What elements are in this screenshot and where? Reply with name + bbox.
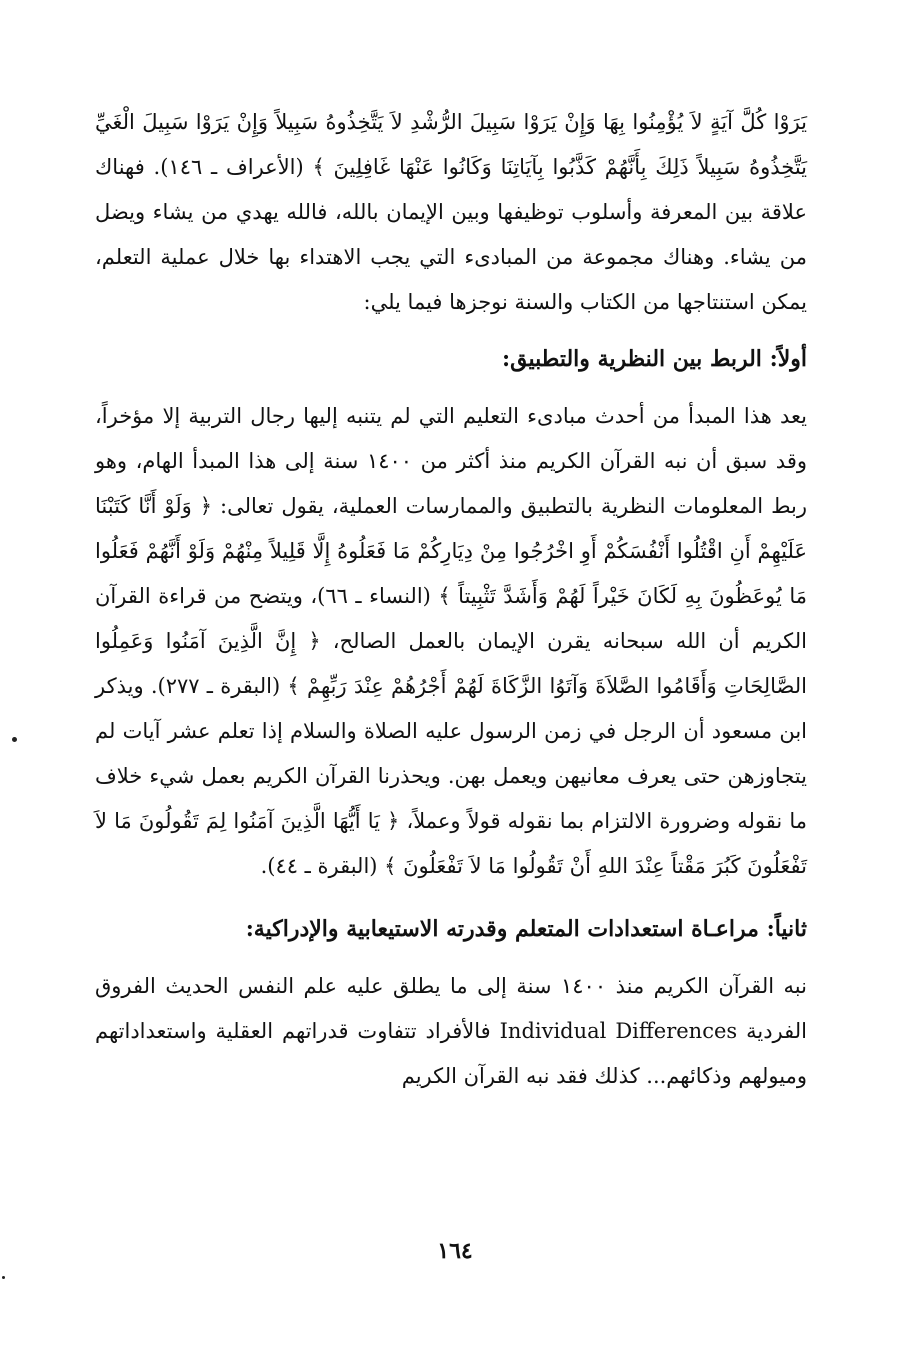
scan-speck <box>2 1276 5 1279</box>
spacer <box>95 952 807 964</box>
section-2-body: نبه القرآن الكريم منذ ١٤٠٠ سنة إلى ما يطلق عليه علم النفس الحديث الفروق الفردية Individual Differences فالأفراد تتفاوت قدراتهم العقلية واستعداداتهم وميولهم وذكائهم... كذلك فقد نبه القرآن الكريم <box>95 974 807 1088</box>
spacer <box>95 382 807 394</box>
page-number: ١٦٤ <box>437 1238 473 1264</box>
section-2-heading: ثانياً: مراعـاة استعدادات المتعلم وقدرته الاستيعابية والإدراكية: <box>245 916 807 942</box>
intro-paragraph: يَرَوْا كُلَّ آيَةٍ لاَ يُؤْمِنُوا بِهَا وَإِنْ يَرَوْا سَبِيلَ الرُّشْدِ لاَ يَتَّخِذُوهُ سَبِيلاً وَإِنْ يَرَوْا سَبِيلَ الْغَيِّ يَتَّخِذُوهُ سَبِيلاً ذَلِكَ بِأَنَّهُمْ كَذَّبُوا بِآيَاتِنَا وَكَانُوا عَنْهَا غَافِلِينَ ﴾ (الأعراف ـ ١٤٦). فهناك علاقة بين المعرفة وأسلوب توظيفها وبين الإيمان بالله، فالله يهدي من يشاء ويضل من يشاء. وهناك مجموعة من المبادىء التي يجب الاهتداء بها خلال عملية التعلم، يمكن استنتاجها من الكتاب والسنة نوجزها فيما يلي: <box>95 110 808 314</box>
section-1-heading: أولاً: الربط بين النظرية والتطبيق: <box>502 346 807 372</box>
page-content <box>95 100 807 1099</box>
section-1-body: يعد هذا المبدأ من أحدث مبادىء التعليم التي لم يتنبه إليها رجال التربية إلا مؤخراً، وقد سبق أن نبه القرآن الكريم منذ أكثر من ١٤٠٠ سنة إلى هذا المبدأ الهام، وهو ربط المعلومات النظرية بالتطبيق والممارسات العملية، يقول تعالى: ﴿ وَلَوْ أَنَّا كَتَبْنَا عَلَيْهِمْ أَنِ اقْتُلُوا أَنْفُسَكُمْ أَوِ اخْرُجُوا مِنْ دِيَارِكُمْ مَا فَعَلُوهُ إِلَّا قَلِيلاً مِنْهُمْ وَلَوْ أَنَّهُمْ فَعَلُوا مَا يُوعَظُونَ بِهِ لَكَانَ خَيْراً لَهُمْ وَأَشَدَّ تَثْبِيتاً ﴾ (النساء ـ ٦٦)، ويتضح من قراءة القرآن الكريم أن الله سبحانه يقرن الإيمان بالعمل الصالح، ﴿ إِنَّ الَّذِينَ آمَنُوا وَعَمِلُوا الصَّالِحَاتِ وَأَقَامُوا الصَّلاَةَ وَآتَوُا الزَّكَاةَ لَهُمْ أَجْرُهُمْ عِنْدَ رَبِّهِمْ ﴾ (البقرة ـ ٢٧٧). ويذكر ابن مسعود أن الرجل في زمن الرسول عليه الصلاة والسلام إذا تعلم عشر آيات لم يتجاوزهن حتى يعرف معانيهن ويعمل بهن. ويحذرنا القرآن الكريم بعمل شيء خلاف ما نقوله وضرورة الالتزام بما نقوله قولاً وعملاً، ﴿ يَا أَيُّهَا الَّذِينَ آمَنُوا لِمَ تَقُولُونَ مَا لاَ تَفْعَلُونَ كَبُرَ مَقْتاً عِنْدَ اللهِ أَنْ تَقُولُوا مَا لاَ تَفْعَلُونَ ﴾ (البقرة ـ ٤٤). <box>95 404 807 878</box>
scan-speck <box>12 737 17 742</box>
spacer <box>95 889 807 907</box>
spacer <box>95 325 807 337</box>
